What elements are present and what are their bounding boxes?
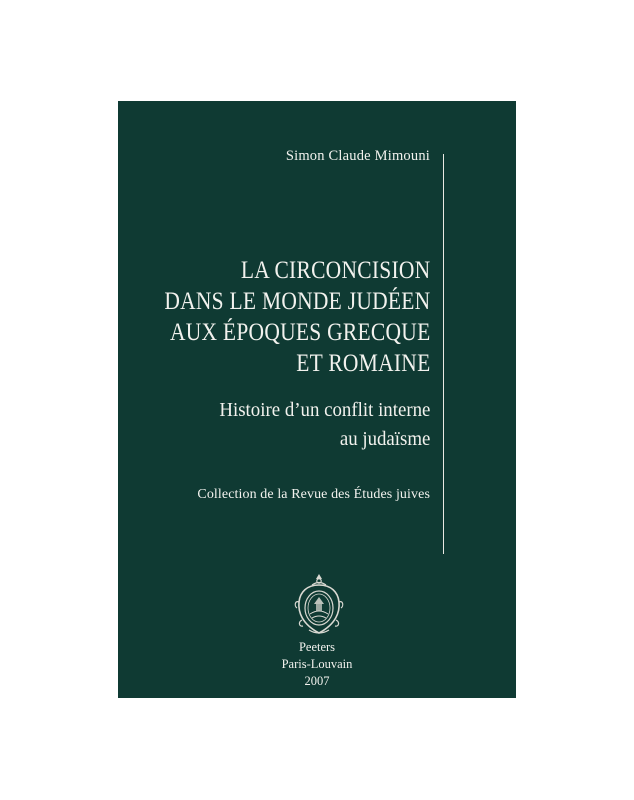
publisher-place: Paris-Louvain bbox=[281, 657, 353, 671]
subtitle-line-1: Histoire d’un conflit interne bbox=[218, 399, 430, 421]
subtitle-line-2: au judaïsme bbox=[339, 428, 430, 450]
title-line-2: DANS LE MONDE JUDÉEN bbox=[163, 288, 430, 315]
publication-year: 2007 bbox=[304, 674, 330, 688]
book-cover bbox=[118, 101, 516, 698]
book-title bbox=[164, 255, 430, 379]
publisher-block bbox=[118, 639, 516, 690]
title-line-4: ET ROMAINE bbox=[295, 350, 430, 377]
publisher-seal-icon bbox=[292, 572, 346, 638]
collection-name: Collection de la Revue des Études juives bbox=[197, 487, 430, 502]
title-line-1: LA CIRCONCISION bbox=[240, 257, 430, 284]
title-line-3: AUX ÉPOQUES GRECQUE bbox=[169, 319, 430, 346]
author-name: Simon Claude Mimouni bbox=[285, 148, 430, 164]
vertical-rule bbox=[443, 154, 444, 554]
publisher-name: Peeters bbox=[298, 640, 336, 654]
book-subtitle bbox=[219, 396, 430, 454]
